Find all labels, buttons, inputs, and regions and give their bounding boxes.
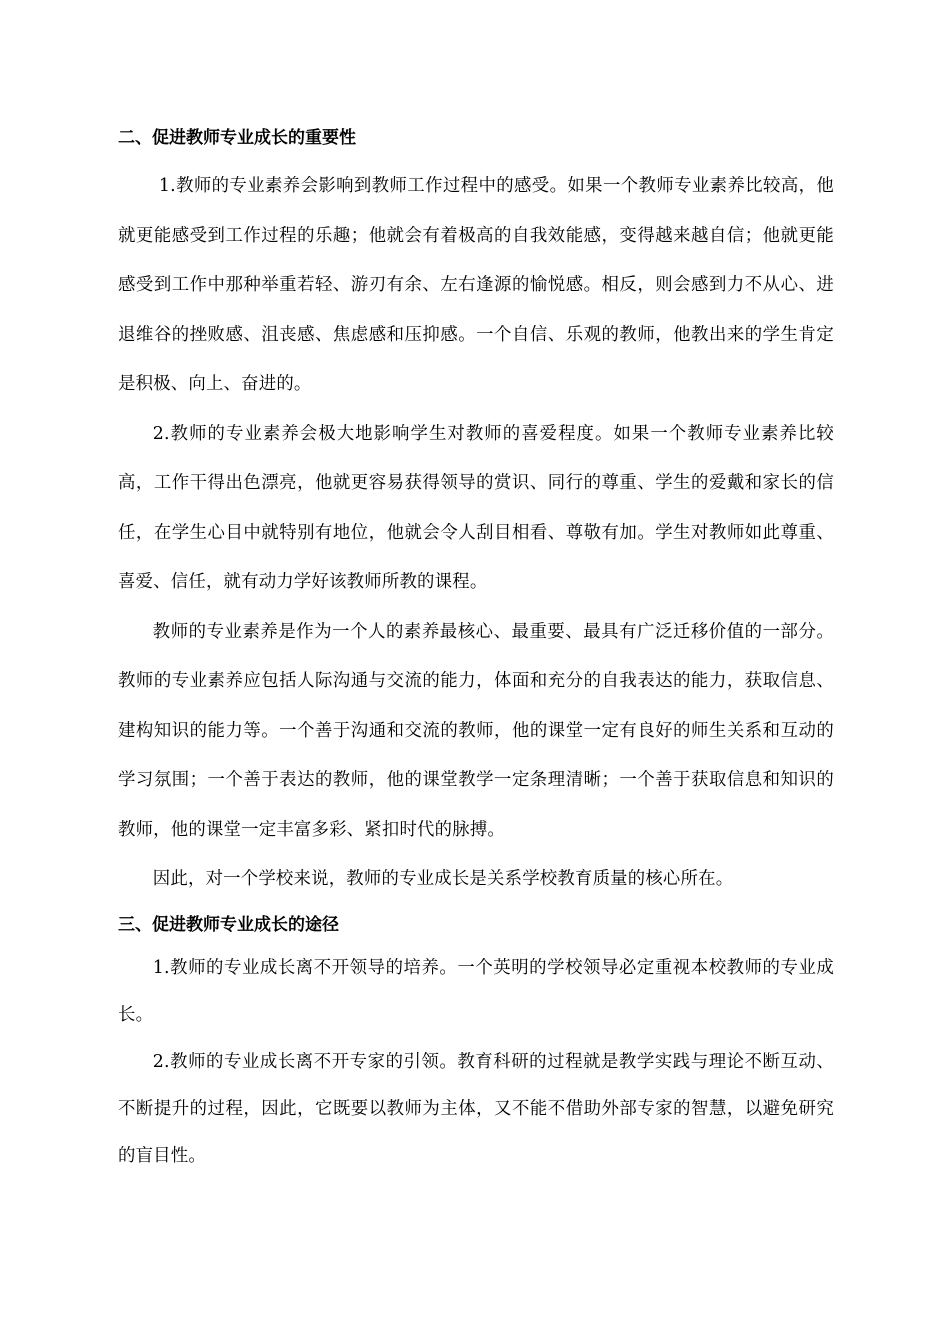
paragraph-expert-guidance: 2.教师的专业成长离不开专家的引领。教育科研的过程就是教学实践与理论不断互动、不断提升的过程，因此，它既要以教师为主体，又不能不借助外部专家的智慧，以避免研究的盲目性。: [118, 1051, 834, 1166]
paragraph-core-quality: 教师的专业素养是作为一个人的素养最核心、最重要、最具有广泛迁移价值的一部分。教师的专业素养应包括人际沟通与交流的能力，体面和充分的自我表达的能力，获取信息、建构知识的能力等。一个善于沟通和交流的教师，他的课堂一定有良好的师生关系和互动的学习氛围；一个善于表达的教师，他的课堂教学一定条理清晰；一个善于获取信息和知识的教师，他的课堂一定丰富多彩、紧扣时代的脉搏。: [118, 621, 834, 840]
paragraph-leadership-cultivation: 1.教师的专业成长离不开领导的培养。一个英明的学校领导必定重视本校教师的专业成长。: [118, 957, 834, 1025]
document-body: [118, 118, 834, 1180]
section-heading-approaches: 三、促进教师专业成长的途径: [118, 914, 339, 935]
paragraph-conclusion: 因此，对一个学校来说，教师的专业成长是关系学校教育质量的核心所在。: [152, 869, 734, 889]
paragraph-student-affection: 2.教师的专业素养会极大地影响学生对教师的喜爱程度。如果一个教师专业素养比较高，工作干得出色漂亮，他就更容易获得领导的赏识、同行的尊重、学生的爱戴和家长的信任，在学生心目中就特别有地位，他就会令人刮目相看、尊敬有加。学生对教师如此尊重、喜爱、信任，就有动力学好该教师所教的课程。: [118, 423, 834, 592]
section-heading-importance: 二、促进教师专业成长的重要性: [118, 128, 356, 148]
paragraph-professional-quality-feelings: 1.教师的专业素养会影响到教师工作过程中的感受。如果一个教师专业素养比较高，他就更能感受到工作过程的乐趣；他就会有着极高的自我效能感，变得越来越自信；他就更能感受到工作中那种举重若轻、游刃有余、左右逢源的愉悦感。相反，则会感到力不从心、进退维谷的挫败感、沮丧感、焦虑感和压抑感。一个自信、乐观的教师，他教出来的学生肯定是积极、向上、奋进的。: [118, 176, 834, 394]
